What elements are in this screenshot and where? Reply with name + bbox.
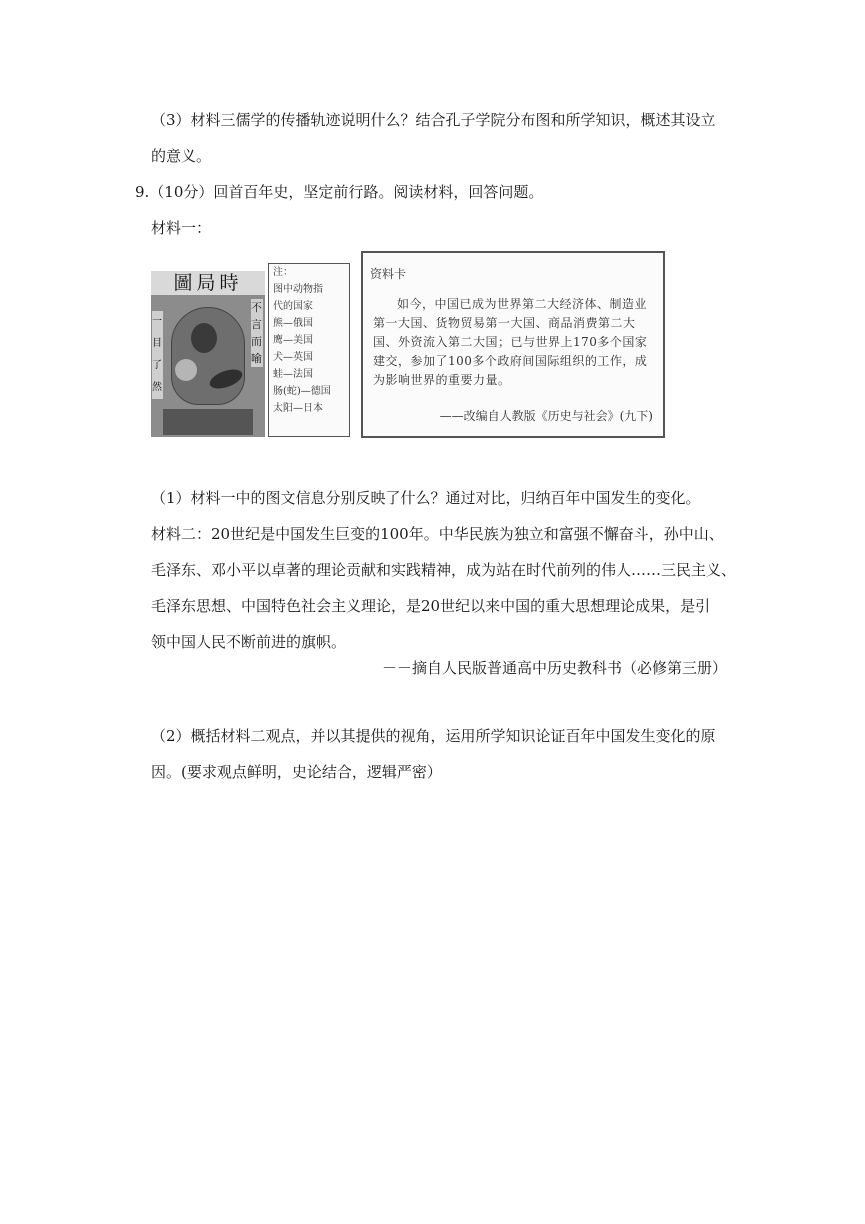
cartoon-legend [268,263,350,437]
legend-line: 鹰—美国 [273,335,313,346]
data-card-body: 如今，中国已成为世界第二大经济体、制造业第一大国、货物贸易第一大国、商品消费第二大国、外资流入第二大国；已与世界上170多个国家建交，参加了100多个政府间国际组织的工作，成为影响世界的重要力量。 [373,297,648,387]
cartoon-title: 圖局時 [151,271,265,295]
sub-question-1: （1）材料一中的图文信息分别反映了什么？通过对比，归纳百年中国发生的变化。 [151,489,701,507]
legend-line: 犬—英国 [273,352,313,363]
data-card-title: 资料卡 [370,267,407,281]
legend-line: 肠(蛇)—德国 [273,386,331,397]
legend-line: 熊—俄国 [273,318,313,329]
cartoon-globe [171,307,245,405]
cartoon-side-left-text: 一目了然 [152,311,163,399]
legend-line: 注： [273,267,293,278]
question-9-header: 9.（10分）回首百年史，坚定前行路。阅读材料，回答问题。 [135,183,544,201]
material-2-line-2: 毛泽东、邓小平以卓著的理论贡献和实践精神，成为站在时代前列的伟人……三民主义、 [151,561,737,579]
q3-line-1: （3）材料三儒学的传播轨迹说明什么？结合孔子学院分布图和所学知识，概述其设立 [151,111,716,129]
q3-line-2: 的意义。 [151,147,212,165]
material-2-source: －－摘自人民版普通高中历史教科书（必修第三册） [381,659,727,677]
material-1-label: 材料一： [151,219,212,237]
data-card [361,251,665,438]
legend-line: 图中动物指 [273,284,323,295]
material-2-line-3: 毛泽东思想、中国特色社会主义理论，是20世纪以来中国的重大思想理论成果，是引 [151,597,711,615]
cartoon-sun [175,359,197,381]
cartoon-image [151,271,265,437]
legend-line: 太阳—日本 [273,403,323,414]
material-2-line-4: 领中国人民不断前进的旗帜。 [151,633,347,651]
material-2-line-1: 材料二：20世纪是中国发生巨变的100年。中华民族为独立和富强不懈奋斗，孙中山、 [151,525,724,543]
data-card-source: ——改编自人教版《历史与社会》(九下) [439,409,653,423]
cartoon-bear [191,323,217,353]
legend-line: 代的国家 [273,301,313,312]
legend-line: 蛙—法国 [273,369,313,380]
material-1-figure [151,251,671,438]
cartoon-base [163,409,253,435]
sub-question-2-line-1: （2）概括材料二观点，并以其提供的视角，运用所学知识论证百年中国发生变化的原 [151,727,716,745]
sub-question-2-line-2: 因。(要求观点鲜明，史论结合，逻辑严密） [151,763,442,781]
cartoon-side-right-text: 不言而喻 [251,301,262,365]
